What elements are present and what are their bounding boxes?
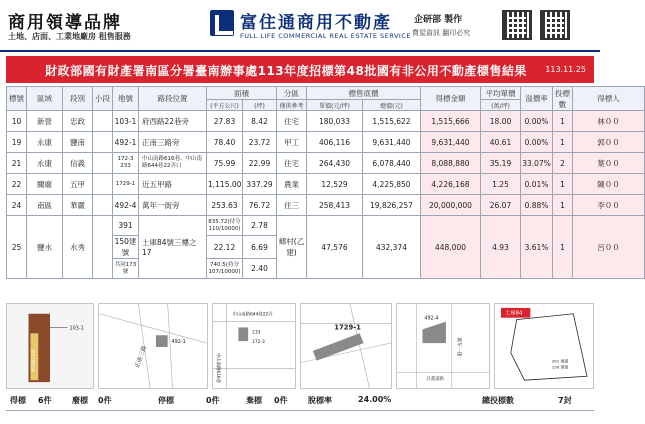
stat-won-label: 得標 [10,396,26,405]
cell-unit-price: 258,413 [307,195,363,216]
cell-avg: 35.19 [481,153,521,174]
cell-bids: 2 [553,153,573,174]
stat-won: 6件 [38,396,52,405]
cell-sqm: 253.63 [207,195,243,216]
cell-winning: 9,631,440 [421,132,481,153]
cell-sqm: 1,115.00 [207,174,243,195]
cell-bids: 1 [553,195,573,216]
cell-location: 府西路22巷旁 [139,111,207,132]
cell-winner: 葉００ [573,153,645,174]
cell-location: 正南三路旁 [139,132,207,153]
cell-unit-price: 12,529 [307,174,363,195]
header-avg-unit: (萬/坪) [481,100,521,111]
map-label: 中山南路644巷22弄 [232,312,273,318]
cell-winner: 呂００ [573,216,645,279]
header-subsection: 小段 [93,87,113,111]
header-divider [0,50,600,52]
company-name: 富住通商用不動產 [240,13,392,33]
cell-subsection [93,132,113,153]
cell-sqm: 22.12 [207,236,243,259]
cell-zone: 住宅 [277,153,307,174]
parcel-map-10[interactable] [6,303,94,389]
table-row [7,111,645,132]
cell-district: 永康 [27,153,63,174]
header-lot: 地號 [113,87,139,111]
company-english-name: FULL LIFE COMMERCIAL REAL ESTATE SERVICE [240,32,411,40]
cell-zone: 農業 [277,174,307,195]
qr-code-icon[interactable] [540,10,570,40]
header-area-sqm: (平方公尺) [207,100,243,111]
map-label: 233 [252,330,261,336]
map-label: 391 地號 [551,358,569,364]
parcel-maps [6,303,594,389]
cell-ping: 22.99 [243,153,277,174]
header-winner: 得標人 [573,87,645,111]
title-date: 113.11.25 [545,65,586,74]
map-svg [397,304,489,388]
cell-unit-price: 406,116 [307,132,363,153]
parcel-map-21[interactable] [212,303,296,389]
cell-winning: 20,000,000 [421,195,481,216]
table-row [7,174,645,195]
header-area-ping: (坪) [243,100,277,111]
cell-ping: 8.42 [243,111,277,132]
cell-sqm: 835.72(持分110/10000) [207,216,243,236]
table-row [7,216,645,236]
stat-forfeit: 0件 [274,396,288,405]
cell-winning: 1,515,666 [421,111,481,132]
map-svg [213,304,295,388]
cell-lot: 150建號 [113,236,139,259]
cell-ping: 2.78 [243,216,277,236]
cell-bids: 1 [553,174,573,195]
stat-stopped-label: 停標 [158,396,174,405]
table-row [7,195,645,216]
cell-zone: 甲工 [277,132,307,153]
cell-total: 9,631,440 [363,132,421,153]
cell-winner: 陳００ [573,174,645,195]
cell-section: 水秀 [63,216,93,279]
stat-abandoned-label: 廢標 [72,396,88,405]
cell-premium: 0.01% [521,174,553,195]
cell-premium: 0.88% [521,195,553,216]
cell-avg: 1.25 [481,174,521,195]
cell-id: 21 [7,153,27,174]
cell-section: 忠政 [63,111,93,132]
map-label: 492-1 [171,339,186,346]
cell-total: 1,515,622 [363,111,421,132]
cell-total: 432,374 [363,216,421,279]
cell-winner: 李００ [573,195,645,216]
map-label: 150 建號 [551,364,569,370]
brand-title: 商用領導品牌 [8,13,122,33]
parcel-map-24[interactable] [396,303,490,389]
stat-abandoned: 0件 [98,396,112,405]
cell-sqm: 740.5(持分107/10000) [207,259,243,279]
header-bids: 投標數 [553,87,573,111]
header-reserve: 標售底價 [307,87,421,100]
cell-lot: 共同173號 [113,259,139,279]
map-svg [7,304,93,388]
cell-ping: 6.69 [243,236,277,259]
map-svg [301,304,391,388]
header-premium: 溢價率 [521,87,553,111]
header-winning: 得標金額 [421,87,481,111]
cell-location: 近五甲路 [139,174,207,195]
cell-sqm: 75.99 [207,153,243,174]
map-svg [495,304,593,388]
stat-rate: 24.00% [358,395,392,404]
cell-id: 22 [7,174,27,195]
summary-stats [6,392,594,408]
cell-district: 永康 [27,132,63,153]
cell-subsection [93,216,113,279]
cell-id: 25 [7,216,27,279]
table-row [7,132,645,153]
cell-avg: 4.93 [481,216,521,279]
cell-lot: 391 [113,216,139,236]
cell-subsection [93,153,113,174]
map-label: 103-1 [69,325,84,332]
cell-district: 新營 [27,111,63,132]
parcel-map-25[interactable] [494,303,594,389]
stat-forfeit-label: 棄標 [246,396,262,405]
cell-lot: 492-1 [113,132,139,153]
cell-unit-price: 264,430 [307,153,363,174]
header-unit-price: 單價(元/坪) [307,100,363,111]
qr-code-icon[interactable] [502,10,532,40]
cell-bids: 1 [553,216,573,279]
cell-premium: 0.00% [521,132,553,153]
cell-lot: 172-3 233 [113,153,139,174]
map-label: 172-3 [252,340,265,346]
cell-winning: 448,000 [421,216,481,279]
map-label: 萬年一街 [455,337,462,357]
map-label: 中山南路616巷 [214,352,220,384]
cell-ping: 23.72 [243,132,277,153]
header-id: 標號 [7,87,27,111]
header-section: 段別 [63,87,93,111]
cell-id: 10 [7,111,27,132]
map-label: 土庫84 [504,310,523,317]
cell-lot: 103-1 [113,111,139,132]
brand-subtitle: 土地、店面、工業地廠房 租售服務 [8,32,131,41]
cell-sqm: 78.40 [207,132,243,153]
cell-total: 6,078,440 [363,153,421,174]
cell-id: 24 [7,195,27,216]
stat-stopped: 0件 [206,396,220,405]
cell-premium: 0.00% [521,111,553,132]
cell-subsection [93,174,113,195]
producer-subtitle: 賣屋資訊 翻印必究 [412,29,471,37]
table-row [7,153,645,174]
cell-winning: 4,226,168 [421,174,481,195]
header [0,0,600,52]
cell-premium: 33.07% [521,153,553,174]
company-logo-icon [210,10,234,36]
cell-lot: 492-4 [113,195,139,216]
map-label: 1729-1 [334,323,361,332]
cell-district: 南區 [27,195,63,216]
cell-total: 19,826,257 [363,195,421,216]
header-zoning: 分區 [277,87,307,100]
header-district: 區域 [27,87,63,111]
map-svg [99,304,207,388]
cell-unit-price: 47,576 [307,216,363,279]
cell-location: 萬年一街旁 [139,195,207,216]
cell-ping: 2.40 [243,259,277,279]
cell-ping: 76.72 [243,195,277,216]
bottom-divider [6,410,594,411]
cell-unit-price: 180,033 [307,111,363,132]
header-total: 總價(元) [363,100,421,111]
cell-total: 4,225,850 [363,174,421,195]
map-label: 正南三路 [134,345,149,370]
results-table [6,86,645,279]
cell-winner: 郭００ [573,132,645,153]
cell-section: 鹽南 [63,132,93,153]
page-title: 財政部國有財產署南區分署臺南辦事處113年度招標第48批國有非公用不動產標售結果 [45,64,527,78]
cell-subsection [93,195,113,216]
cell-ping: 337.29 [243,174,277,195]
header-area: 面積 [207,87,277,100]
cell-section: 五甲 [63,174,93,195]
header-location: 路段位置 [139,87,207,111]
cell-location: 土庫84號三樓之17 [139,216,207,279]
cell-zone: 住三 [277,195,307,216]
cell-avg: 18.00 [481,111,521,132]
stat-rate-label: 脫標率 [308,396,332,405]
cell-avg: 26.07 [481,195,521,216]
map-label: 計畫道路 [426,377,444,383]
cell-winning: 8,088,880 [421,153,481,174]
cell-zone: 住宅 [277,111,307,132]
cell-premium: 3.61% [521,216,553,279]
cell-lot: 1729-1 [113,174,139,195]
cell-subsection [93,111,113,132]
cell-district: 關廟 [27,174,63,195]
title-band [6,56,594,83]
parcel-map-19[interactable] [98,303,208,389]
cell-section: 華嚴 [63,195,93,216]
stat-bids-label: 總投標數 [482,396,514,405]
cell-id: 19 [7,132,27,153]
cell-district: 鹽水 [27,216,63,279]
cell-bids: 1 [553,132,573,153]
cell-winner: 林００ [573,111,645,132]
cell-location: 中山南路616巷、中山南路644巷22弄口 [139,153,207,174]
map-label: 府西路22巷 [31,349,37,373]
cell-avg: 40.61 [481,132,521,153]
cell-sqm: 27.83 [207,111,243,132]
producer-label: 企研部 製作 [414,15,463,25]
stat-bids: 7封 [558,396,572,405]
parcel-map-22[interactable] [300,303,392,389]
cell-zone: 鄉村(乙建) [277,216,307,279]
header-avg-price: 平均單價 [481,87,521,100]
cell-section: 信義 [63,153,93,174]
cell-bids: 1 [553,111,573,132]
map-label: 492-4 [424,315,439,322]
header-zoning-sub: 僅供參考 [277,100,307,111]
